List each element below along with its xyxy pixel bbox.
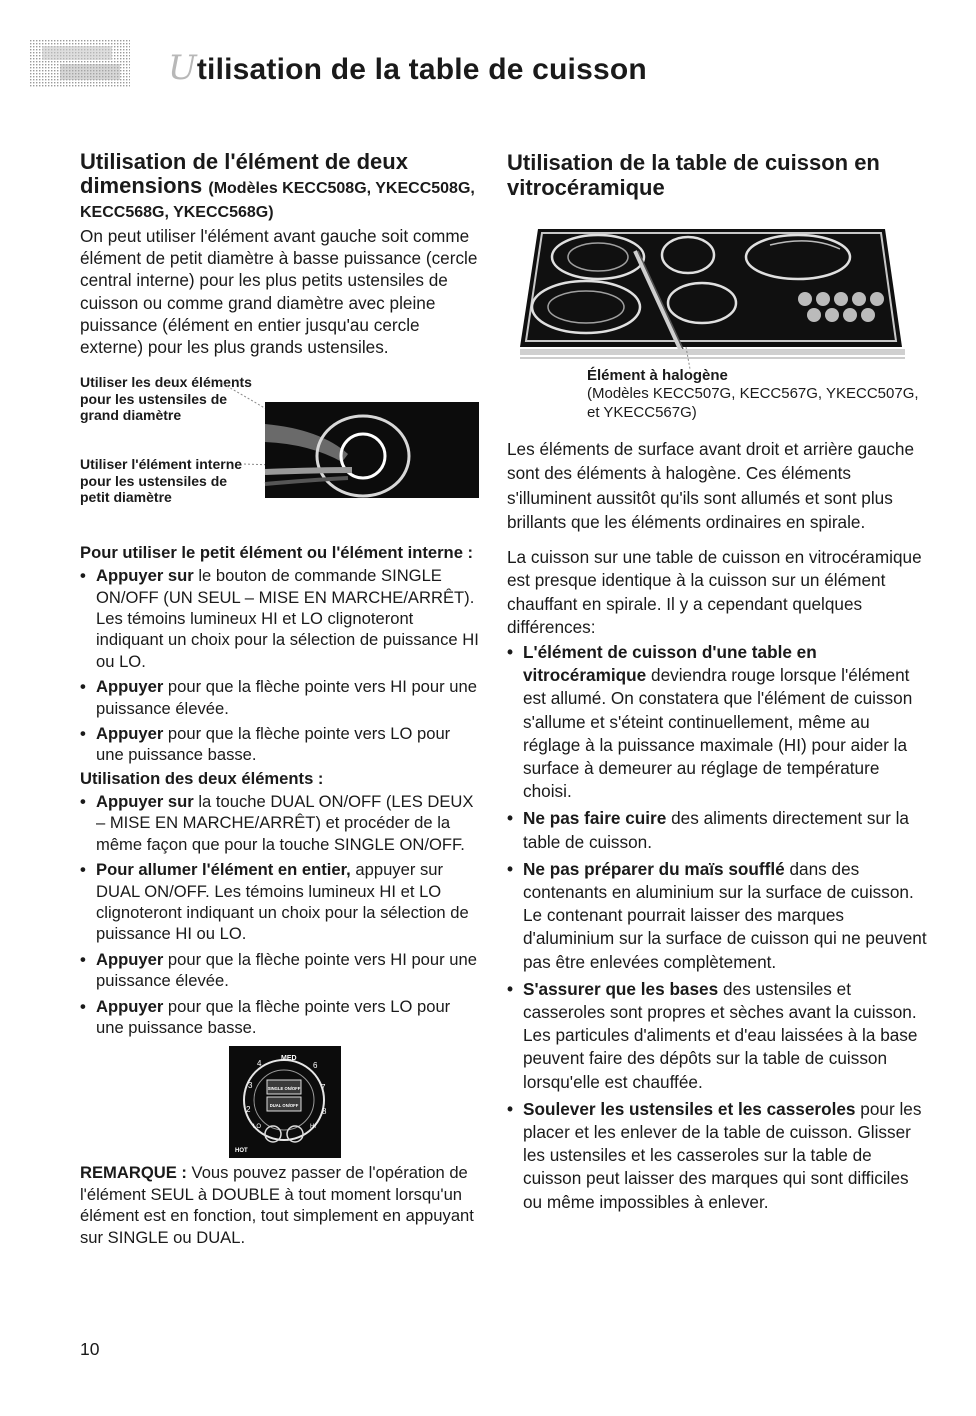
header-decoration [30, 40, 130, 88]
remark-paragraph: REMARQUE : Vous pouvez passer de l'opération de l'élément SEUL à DOUBLE à tout moment lorsqu'un élément est en fonction, tout simplement en appuyant sur SINGLE ou DUAL. [80, 1163, 474, 1247]
list-item: • Appuyer sur le bouton de commande SINGLE ON/OFF (UN SEUL – MISE EN MARCHE/ARRÊT). Les témoins lumineux HI et LO clignoteront indiquant un choix pour la sélection de puissance HI ou LO. [80, 565, 482, 672]
list-item: • Appuyer pour que la flèche pointe vers HI pour une puissance élevée. [80, 676, 482, 719]
list-item: • Appuyer pour que la flèche pointe vers LO pour une puissance basse. [80, 723, 482, 766]
dual-element-bullets [80, 791, 482, 1038]
halogen-paragraph: Les éléments de surface avant droit et arrière gauche sont des éléments à halogène. Ces éléments s'illuminent aussitôt qu'ils sont allumés et sont plus brillants que les éléments ordinaires en spirale. [507, 439, 915, 532]
list-item: • Appuyer pour que la flèche pointe vers HI pour une puissance élevée. [80, 949, 482, 992]
list-item: • Appuyer sur la touche DUAL ON/OFF (LES DEUX – MISE EN MARCHE/ARRÊT) et procéder de la même façon que pour la touche SINGLE ON/OFF. [80, 791, 482, 855]
list-item: • S'assurer que les bases des ustensiles et casseroles sont propres et sèches avant la cuisson. Les particules d'aliments et d'eau laissées à la base peuvent faire des dépôts sur la table de cuisson lorsqu'elle est chauffée. [507, 978, 927, 1094]
control-knob-illustration [229, 1046, 341, 1158]
list-item: • Pour allumer l'élément en entier, appuyer sur DUAL ON/OFF. Les témoins lumineux HI et LO clignoteront indiquant un choix pour la sélection de puissance HI ou LO. [80, 859, 482, 945]
dual-element-illustration [80, 374, 482, 534]
knob-number-8: 8 [322, 1107, 327, 1117]
intro-paragraph: On peut utiliser l'élément avant gauche soit comme élément de petit diamètre à basse puissance (cercle central interne) pour les plus petits ustensiles de cuisson ou comme grand diamètre avec pleine puissance (élément en entier jusqu'au cercle externe) pour les plus grands ustensiles. [80, 226, 478, 358]
section-heading-ceramic: Utilisation de la table de cuisson en vitrocéramique [507, 150, 880, 200]
single-on-off-label: SINGLE ON/OFF [267, 1086, 301, 1092]
page-title: Utilisation de la table de cuisson [168, 48, 647, 88]
small-element-bullets [80, 565, 482, 766]
list-item: • L'élément de cuisson d'une table en vitrocéramique deviendra rouge lorsque l'élément est allumé. On constatera que l'élément de cuisson s'allume et s'éteint continuellement, même au réglage à la puissance maximale (HI) pour aider la surface à demeurer au réglage de température choisi. [507, 641, 927, 803]
list-item: • Soulever les ustensiles et les casseroles pour les placer et les enlever de la table de cuisson. Glisser les ustensiles et les casseroles sur la table de cuisson peut laisser des marques qui sont difficiles ou même impossibles à enlever. [507, 1098, 927, 1214]
section-heading-models: (Modèles KECC508G, YKECC508G, KECC568G, YKECC568G) [80, 180, 475, 221]
list-item: • Appuyer pour que la flèche pointe vers LO pour une puissance basse. [80, 996, 482, 1039]
knob-number-7: 7 [321, 1083, 326, 1093]
right-column [507, 150, 927, 1214]
ceramic-bullets [507, 641, 927, 1214]
label-large-diameter: Utiliser les deux éléments pour les ustensiles de grand diamètre [80, 374, 252, 424]
knob-number-4: 4 [257, 1059, 262, 1069]
differences-paragraph: La cuisson sur une table de cuisson en vitrocéramique est presque identique à la cuisson sur un élément chauffant en spirale. Il y a cependant quelques différences: [507, 547, 922, 637]
knob-med-label: MED [281, 1055, 297, 1063]
knob-lo-label: LO [253, 1124, 262, 1131]
knob-number-6: 6 [313, 1061, 318, 1071]
dual-element-figure [80, 374, 482, 534]
list-item: • Ne pas faire cuire des aliments directement sur la table de cuisson. [507, 807, 927, 853]
caption-title: Élément à halogène [587, 367, 728, 384]
caption-models: (Modèles KECC507G, KECC567G, YKECC507G, et YKECC567G) [587, 385, 919, 421]
list-item: • Ne pas préparer du maïs soufflé dans des contenants en aluminium sur la surface de cuisson. Le contenant pourrait laisser des marques d'aluminium sur la surface de cuisson qui ne peuvent pas être enlevées complètement. [507, 858, 927, 974]
left-column [80, 150, 482, 1248]
knob-number-2: 2 [246, 1105, 251, 1115]
knob-hi-label: HI [310, 1124, 316, 1131]
knob-number-3: 3 [248, 1081, 253, 1091]
dual-element-heading: Utilisation des deux éléments : [80, 768, 324, 788]
section-heading-dual-element: Utilisation de l'élément de deux dimensions (Modèles KECC508G, YKECC508G, KECC568G, YKECC568G) [80, 149, 475, 221]
small-element-heading: Pour utiliser le petit élément ou l'élément interne : [80, 543, 474, 563]
page-number: 10 [80, 1339, 100, 1359]
dual-on-off-label: DUAL ON/OFF [269, 1103, 299, 1109]
ceramic-cooktop-illustration [520, 229, 905, 369]
knob-hot-label: HOT [235, 1148, 248, 1155]
label-small-diameter: Utiliser l'élément interne pour les ustensiles de petit diamètre [80, 456, 243, 506]
cooktop-caption [587, 367, 927, 422]
